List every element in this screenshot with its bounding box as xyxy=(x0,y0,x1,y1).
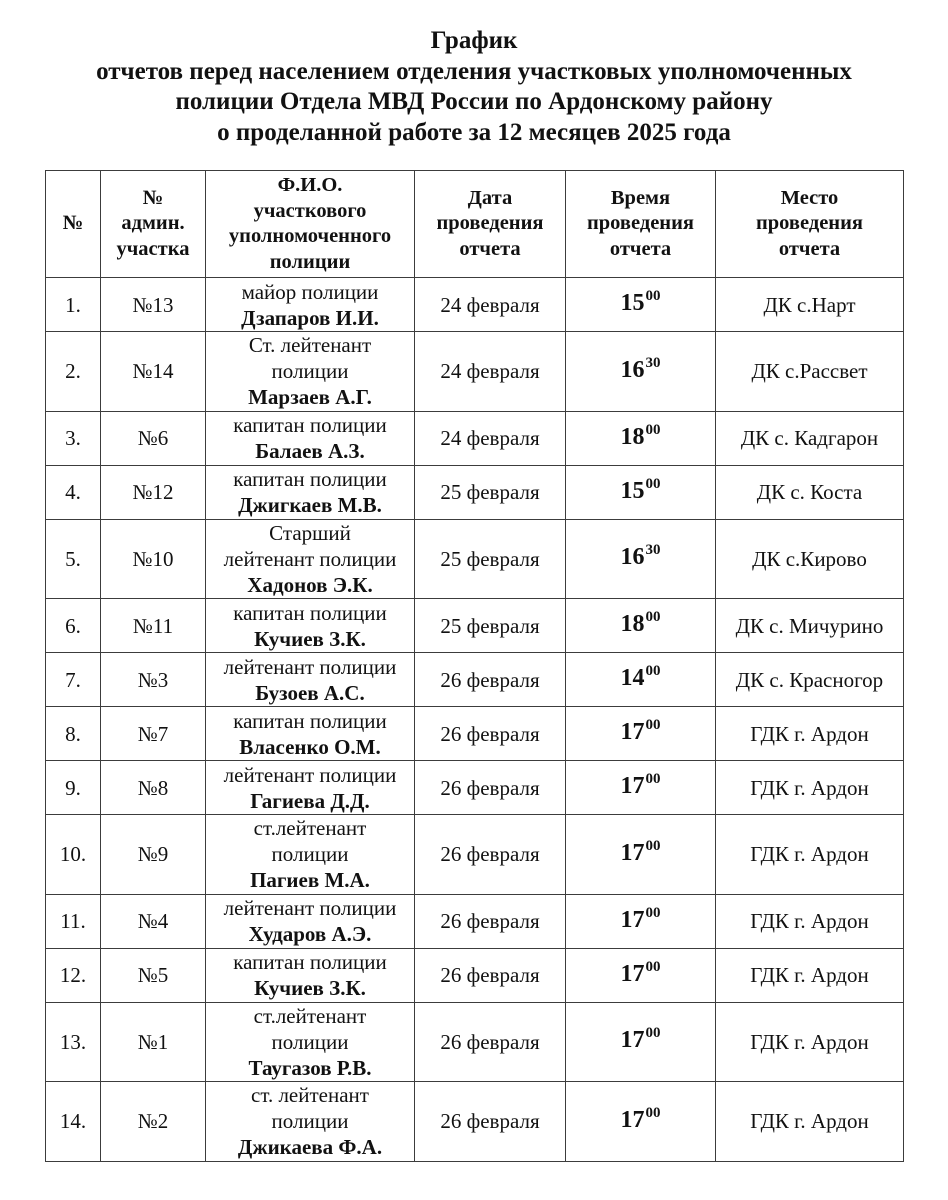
time-minutes: 30 xyxy=(645,542,661,559)
officer-name: Власенко О.М. xyxy=(239,734,381,759)
header-label: проведения xyxy=(436,212,544,235)
time-minutes: 00 xyxy=(645,958,661,975)
header-label: Дата xyxy=(467,186,513,209)
table-row xyxy=(46,332,904,412)
report-time xyxy=(566,894,716,948)
table-header-row xyxy=(46,171,904,278)
time-hour: 17 xyxy=(620,960,645,987)
report-time xyxy=(566,411,716,465)
row-number: 4. xyxy=(46,465,101,519)
officer-name: Гагиева Д.Д. xyxy=(250,788,370,813)
admin-precinct: №10 xyxy=(101,519,206,599)
admin-precinct: №14 xyxy=(101,332,206,412)
officer-cell xyxy=(206,411,415,465)
row-number: 8. xyxy=(46,707,101,761)
officer-name: Хударов А.Э. xyxy=(248,922,372,946)
time-hour: 17 xyxy=(620,1027,645,1054)
report-date: 26 февраля xyxy=(415,707,566,761)
admin-precinct: №5 xyxy=(101,948,206,1002)
report-time xyxy=(566,332,716,412)
row-number: 11. xyxy=(46,894,101,948)
row-number: 10. xyxy=(46,815,101,895)
report-place: ГДК г. Ардон xyxy=(716,894,904,948)
time-hour: 17 xyxy=(620,906,645,933)
time-minutes: 00 xyxy=(645,1025,661,1042)
officer-rank: капитан полиции xyxy=(233,708,387,733)
report-place: ДК с.Нарт xyxy=(716,278,904,332)
time-minutes: 00 xyxy=(645,1104,661,1121)
officer-name: Кучиев З.К. xyxy=(254,626,366,651)
header-label: участка xyxy=(116,237,190,260)
officer-rank: капитан полиции xyxy=(233,413,387,437)
title-line: полиции Отдела МВД России по Ардонскому району xyxy=(175,88,773,116)
time-hour: 17 xyxy=(620,719,645,745)
table-row xyxy=(46,761,904,815)
admin-precinct: №9 xyxy=(101,815,206,895)
row-number: 12. xyxy=(46,948,101,1002)
report-date: 26 февраля xyxy=(415,1082,566,1162)
time-hour: 17 xyxy=(620,1106,645,1133)
officer-rank: лейтенант полиции xyxy=(223,546,397,571)
header-label: отчета xyxy=(609,237,672,260)
title-line: отчетов перед населением отделения участковых уполномоченных xyxy=(96,57,852,85)
officer-rank: капитан полиции xyxy=(233,600,387,625)
report-date: 24 февраля xyxy=(415,411,566,465)
report-time xyxy=(566,519,716,599)
report-date: 26 февраля xyxy=(415,1002,566,1082)
officer-cell xyxy=(206,465,415,519)
officer-cell xyxy=(206,278,415,332)
header-label: участкового xyxy=(253,199,367,222)
officer-rank: капитан полиции xyxy=(233,467,387,491)
officer-cell xyxy=(206,653,415,707)
report-time xyxy=(566,948,716,1002)
report-date: 26 февраля xyxy=(415,761,566,815)
officer-cell xyxy=(206,1082,415,1162)
officer-cell xyxy=(206,599,415,653)
officer-rank: лейтенант полиции xyxy=(223,654,397,679)
report-place: ГДК г. Ардон xyxy=(716,1002,904,1082)
header-label: отчета xyxy=(778,237,841,260)
document-title xyxy=(0,26,948,149)
report-date: 25 февраля xyxy=(415,519,566,599)
officer-rank: полиции xyxy=(271,359,349,384)
officer-rank: ст.лейтенант xyxy=(253,1003,367,1028)
report-place: ГДК г. Ардон xyxy=(716,1082,904,1162)
admin-precinct: №3 xyxy=(101,653,206,707)
report-date: 25 февраля xyxy=(415,599,566,653)
report-date: 26 февраля xyxy=(415,948,566,1002)
header-label: проведения xyxy=(586,212,695,235)
officer-rank: ст.лейтенант xyxy=(253,816,367,841)
report-place: ДК с. Коста xyxy=(716,465,904,519)
time-hour: 15 xyxy=(620,290,645,316)
time-minutes: 00 xyxy=(645,717,661,733)
header-label: Ф.И.О. xyxy=(277,174,343,196)
table-row xyxy=(46,1002,904,1082)
report-time xyxy=(566,815,716,895)
report-time xyxy=(566,761,716,815)
officer-rank: Ст. лейтенант xyxy=(248,333,372,358)
report-time xyxy=(566,653,716,707)
officer-name: Джигкаев М.В. xyxy=(238,493,382,517)
header-label: отчета xyxy=(459,237,521,260)
time-hour: 18 xyxy=(620,611,645,637)
report-place: ГДК г. Ардон xyxy=(716,815,904,895)
header-label: Время xyxy=(610,186,671,209)
time-hour: 16 xyxy=(620,544,645,571)
time-hour: 14 xyxy=(620,665,645,691)
title-line: График xyxy=(430,27,518,54)
report-time xyxy=(566,707,716,761)
time-minutes: 00 xyxy=(645,663,661,679)
officer-cell xyxy=(206,332,415,412)
admin-precinct: №6 xyxy=(101,411,206,465)
officer-rank: полиции xyxy=(271,842,349,867)
officer-cell xyxy=(206,948,415,1002)
header-number xyxy=(46,171,101,278)
report-date: 26 февраля xyxy=(415,894,566,948)
time-hour: 17 xyxy=(620,839,645,866)
officer-rank: лейтенант полиции xyxy=(223,762,397,787)
header-admin-precinct xyxy=(101,171,206,278)
report-place: ГДК г. Ардон xyxy=(716,948,904,1002)
table-row xyxy=(46,707,904,761)
officer-name: Таугазов Р.В. xyxy=(248,1055,372,1080)
report-place: ДК с. Кадгарон xyxy=(716,411,904,465)
officer-cell xyxy=(206,707,415,761)
report-time xyxy=(566,278,716,332)
officer-name: Дзапаров И.И. xyxy=(241,305,379,330)
time-minutes: 00 xyxy=(645,609,661,625)
time-minutes: 30 xyxy=(645,354,661,371)
admin-precinct: №7 xyxy=(101,707,206,761)
table-row xyxy=(46,465,904,519)
header-place xyxy=(716,171,904,278)
report-date: 24 февраля xyxy=(415,278,566,332)
table-row xyxy=(46,411,904,465)
officer-rank: ст. лейтенант xyxy=(251,1083,369,1108)
report-date: 25 февраля xyxy=(415,465,566,519)
table-row xyxy=(46,815,904,895)
report-place: ДК с. Красногор xyxy=(716,653,904,707)
row-number: 13. xyxy=(46,1002,101,1082)
header-officer xyxy=(206,171,415,278)
admin-precinct: №13 xyxy=(101,278,206,332)
officer-rank: полиции xyxy=(271,1109,349,1134)
header-date xyxy=(415,171,566,278)
row-number: 3. xyxy=(46,411,101,465)
header-label: Место xyxy=(780,186,839,209)
header-label: уполномоченного xyxy=(228,225,392,247)
admin-precinct: №1 xyxy=(101,1002,206,1082)
report-place: ДК с. Мичурино xyxy=(716,599,904,653)
officer-cell xyxy=(206,1002,415,1082)
report-time xyxy=(566,1082,716,1162)
schedule-body xyxy=(46,278,904,1162)
officer-rank: капитан полиции xyxy=(233,950,387,974)
admin-precinct: №12 xyxy=(101,465,206,519)
title-line: о проделанной работе за 12 месяцев 2025 года xyxy=(217,119,731,147)
officer-rank: майор полиции xyxy=(241,279,379,304)
table-row xyxy=(46,948,904,1002)
row-number: 5. xyxy=(46,519,101,599)
admin-precinct: №4 xyxy=(101,894,206,948)
officer-cell xyxy=(206,761,415,815)
report-place: ДК с.Кирово xyxy=(716,519,904,599)
table-row xyxy=(46,894,904,948)
time-minutes: 00 xyxy=(645,421,661,438)
admin-precinct: №11 xyxy=(101,599,206,653)
officer-rank: Старший xyxy=(269,520,351,545)
header-label: полиции xyxy=(269,250,351,273)
time-hour: 18 xyxy=(620,423,645,450)
officer-name: Хадонов Э.К. xyxy=(247,572,373,597)
time-minutes: 00 xyxy=(645,288,661,304)
report-time xyxy=(566,1002,716,1082)
row-number: 9. xyxy=(46,761,101,815)
officer-name: Кучиев З.К. xyxy=(254,976,366,1000)
report-place: ГДК г. Ардон xyxy=(716,707,904,761)
time-hour: 16 xyxy=(620,356,645,383)
officer-name: Джикаева Ф.А. xyxy=(237,1135,383,1160)
table-row xyxy=(46,278,904,332)
table-row xyxy=(46,1082,904,1162)
admin-precinct: №8 xyxy=(101,761,206,815)
time-minutes: 00 xyxy=(645,771,661,787)
table-row xyxy=(46,519,904,599)
officer-name: Марзаев А.Г. xyxy=(248,385,372,410)
officer-rank: лейтенант полиции xyxy=(223,896,397,920)
officer-name: Бузоев А.С. xyxy=(255,680,365,705)
header-label: проведения xyxy=(755,212,864,235)
admin-precinct: №2 xyxy=(101,1082,206,1162)
header-label: № xyxy=(62,212,84,235)
row-number: 1. xyxy=(46,278,101,332)
row-number: 2. xyxy=(46,332,101,412)
time-minutes: 00 xyxy=(645,904,661,921)
schedule-table xyxy=(45,170,904,1162)
row-number: 7. xyxy=(46,653,101,707)
officer-cell xyxy=(206,815,415,895)
report-time xyxy=(566,599,716,653)
time-minutes: 00 xyxy=(645,837,661,854)
officer-cell xyxy=(206,519,415,599)
time-hour: 15 xyxy=(620,477,645,504)
time-minutes: 00 xyxy=(645,475,661,492)
table-row xyxy=(46,599,904,653)
report-place: ДК с.Рассвет xyxy=(716,332,904,412)
header-time xyxy=(566,171,716,278)
time-hour: 17 xyxy=(620,773,645,799)
row-number: 6. xyxy=(46,599,101,653)
header-label: админ. xyxy=(121,212,185,235)
report-time xyxy=(566,465,716,519)
officer-name: Пагиев М.А. xyxy=(250,868,370,893)
row-number: 14. xyxy=(46,1082,101,1162)
report-date: 26 февраля xyxy=(415,653,566,707)
report-place: ГДК г. Ардон xyxy=(716,761,904,815)
header-label: № xyxy=(142,186,164,209)
table-row xyxy=(46,653,904,707)
report-date: 24 февраля xyxy=(415,332,566,412)
officer-name: Балаев А.З. xyxy=(255,439,365,463)
officer-cell xyxy=(206,894,415,948)
report-date: 26 февраля xyxy=(415,815,566,895)
officer-rank: полиции xyxy=(271,1029,349,1054)
